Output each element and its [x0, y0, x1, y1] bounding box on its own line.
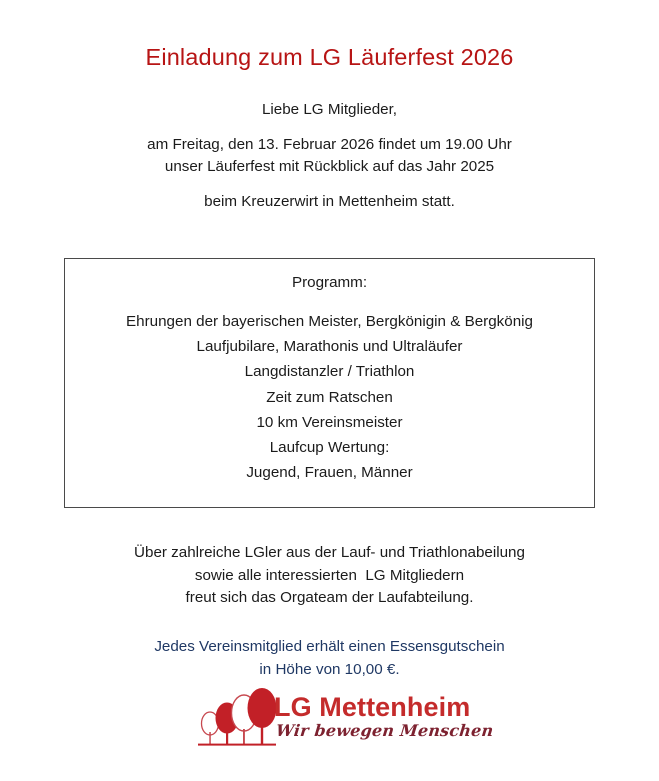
voucher-note-block [0, 636, 659, 681]
voucher-note-line-1: Jedes Vereinsmitglied erhält einen Essensgutschein [154, 638, 505, 655]
program-content [65, 259, 594, 485]
logo-tagline: Wir bewegen Menschen [275, 721, 495, 740]
logo-club-name: LG Mettenheim [274, 692, 471, 722]
program-box [64, 258, 595, 508]
closing-line-3: freut sich das Orgateam der Laufabteilung. [185, 589, 474, 606]
program-item: Langdistanzler / Triathlon [244, 363, 415, 381]
intro-block [0, 99, 659, 213]
program-item: Laufjubilare, Marathonis und Ultraläufer [196, 338, 463, 356]
program-item: 10 km Vereinsmeister [256, 413, 403, 431]
program-heading: Programm: [291, 274, 368, 291]
intro-line-1: am Freitag, den 13. Februar 2026 findet um 19.00 Uhr [147, 136, 512, 153]
program-item: Ehrungen der bayerischen Meister, Bergkönigin & Bergkönig [126, 313, 533, 330]
closing-block [0, 542, 659, 610]
closing-line-1: Über zahlreiche LGler aus der Lauf- und Triathlonabeilung [134, 544, 525, 561]
program-item: Zeit zum Ratschen [266, 388, 393, 406]
closing-line-2: sowie alle interessierten LG Mitgliedern [194, 566, 465, 584]
club-logo [196, 686, 495, 756]
intro-line-3: beim Kreuzerwirt in Mettenheim statt. [204, 193, 455, 210]
logo-text [274, 688, 495, 750]
page-title: Einladung zum LG Läuferfest 2026 [145, 44, 514, 70]
program-item: Laufcup Wertung: [269, 439, 390, 457]
intro-line-2: unser Läuferfest mit Rückblick auf das Jahr 2025 [164, 158, 495, 175]
program-item: Jugend, Frauen, Männer [246, 464, 413, 482]
trees-icon [196, 686, 280, 748]
salutation-line: Liebe LG Mitglieder, [261, 101, 398, 118]
voucher-note-line-2: in Höhe von 10,00 €. [259, 660, 400, 678]
program-list [65, 309, 594, 485]
